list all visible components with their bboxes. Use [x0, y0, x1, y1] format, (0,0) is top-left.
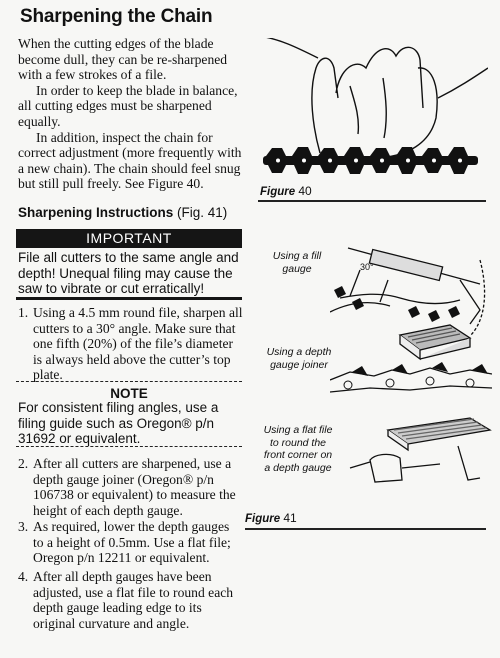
fill-gauge-drawing — [330, 248, 485, 336]
figure-number: 41 — [283, 511, 297, 525]
figure-40-caption — [260, 184, 312, 198]
list-item — [18, 305, 243, 383]
step-text: As required, lower the depth gauges to a height of 0.5mm. Use a flat file; Oregon p/n 12211 or equivalent. — [33, 519, 231, 566]
step-number: 1. — [18, 305, 29, 320]
intro-paragraph: In addition, inspect the chain for correct adjustment (more frequently with a new chain). The chain should feel snug but still pull freely. See Figure 40. — [18, 129, 242, 192]
step-text: After all cutters are sharpened, use a depth gauge joiner (Oregon® p/n 106738 or equivalent) to measure the height of each depth gauge. — [33, 456, 236, 518]
finger-outline — [312, 58, 338, 153]
intro-paragraph: When the cutting edges of the blade become dull, they can be re-sharpened with a few strokes of a file. — [18, 36, 228, 83]
figure-label: Figure — [260, 186, 296, 198]
page-title: Sharpening the Chain — [20, 6, 213, 27]
list-item — [18, 519, 243, 566]
step-number: 4. — [18, 569, 29, 584]
figure-label: Figure — [245, 513, 281, 525]
divider — [258, 200, 486, 202]
intro-text — [18, 36, 243, 192]
divider — [16, 446, 242, 447]
fill-gauge-caption: Using a fill gauge — [272, 250, 322, 275]
divider — [16, 381, 242, 382]
important-text: File all cutters to the same angle and depth! Unequal filing may cause the saw to vibrate or cut erratically! — [18, 250, 239, 296]
depth-joiner-drawing — [400, 325, 470, 359]
flat-file-caption: Using a flat file to round the front corner on a depth gauge — [263, 424, 333, 474]
figure-40-illustration — [258, 38, 488, 183]
intro-paragraph: In order to keep the blade in balance, all cutting edges must be sharpened equally. — [18, 82, 238, 129]
divider — [16, 297, 242, 300]
flat-file-drawing — [388, 418, 490, 450]
divider — [245, 528, 486, 530]
step-text: After all depth gauges have been adjusted, use a flat file to round each depth gauge leading edge to its original curvature and angle. — [33, 569, 234, 631]
note-heading: NOTE — [110, 386, 148, 401]
instructions-fig-ref: (Fig. 41) — [177, 205, 228, 220]
depth-joiner-caption: Using a depth gauge joiner — [266, 346, 332, 371]
note-text: For consistent filing angles, use a filing guide such as Oregon® p/n 31692 or equivalent. — [18, 400, 219, 446]
step-number: 3. — [18, 519, 29, 534]
list-item — [18, 456, 243, 518]
figure-41-illustration — [330, 240, 492, 500]
figure-41-caption — [245, 511, 297, 525]
instructions-heading-text: Sharpening Instructions — [18, 205, 174, 220]
instructions-heading — [18, 205, 227, 220]
step-text: Using a 4.5 mm round file, sharpen all cutters to a 30° angle. Make sure that one fifth (20%) of the file’s diameter is always held above the cutter’s top plate. — [33, 305, 243, 383]
step-number: 2. — [18, 456, 29, 471]
important-banner: IMPORTANT — [16, 229, 242, 248]
list-item — [18, 569, 243, 631]
angle-label: 30° — [360, 262, 374, 272]
figure-number: 40 — [298, 184, 312, 198]
